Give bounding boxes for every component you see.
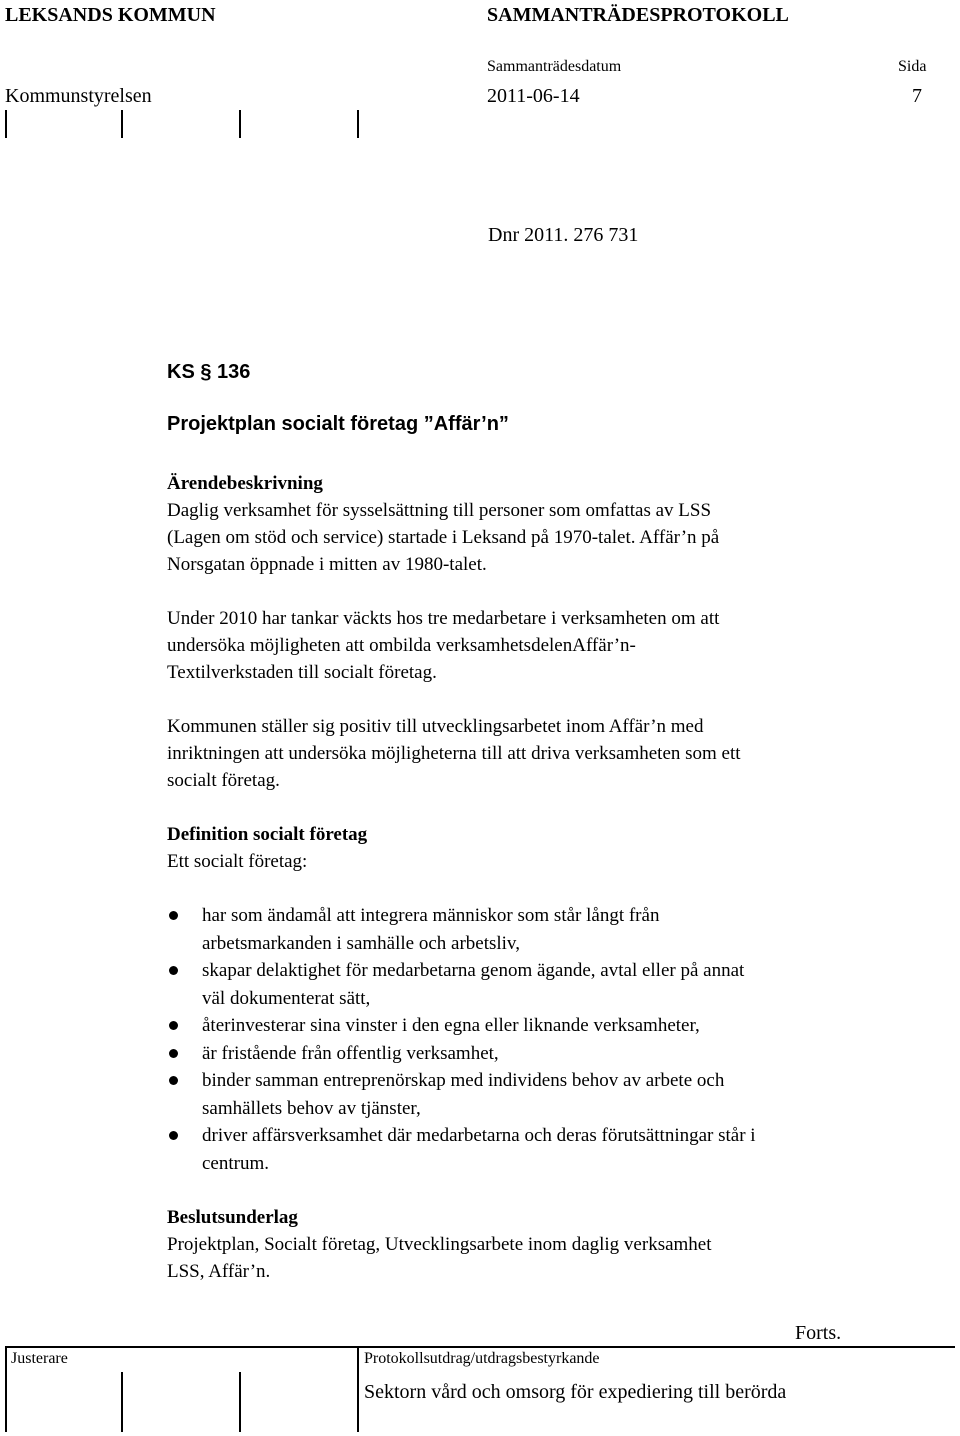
list-item-text: är fristående från offentlig verksamhet, — [202, 1042, 499, 1064]
footer-signature-divider — [357, 1347, 359, 1432]
extract-label: Protokollsutdrag/utdragsbestyrkande — [364, 1350, 600, 1367]
list-item-text: samhällets behov av tjänster, — [202, 1097, 421, 1119]
header-signature-divider — [5, 110, 7, 138]
list-item-text: centrum. — [202, 1152, 270, 1174]
list-item-text: väl dokumenterat sätt, — [202, 987, 371, 1009]
list-item-text: arbetsmarkanden i samhälle och arbetsliv, — [202, 932, 520, 954]
footer-signature-divider — [121, 1372, 123, 1432]
bullet-icon — [169, 966, 178, 975]
continued-label: Forts. — [795, 1322, 842, 1344]
definition-list — [167, 902, 887, 1177]
justerare-label: Justerare — [11, 1350, 68, 1367]
list-item — [167, 1040, 887, 1068]
basis-line: LSS, Affär’n. — [167, 1261, 271, 1282]
footer-divider — [5, 1346, 955, 1348]
municipality-name: LEKSANDS KOMMUN — [5, 4, 216, 26]
list-item — [167, 1067, 887, 1122]
diary-number: Dnr 2011. 276 731 — [488, 224, 639, 246]
definition-heading: Definition socialt företag — [167, 824, 368, 845]
meeting-date-label: Sammanträdesdatum — [487, 58, 622, 75]
list-item-text: skapar delaktighet för medarbetarna genom ägande, avtal eller på annat — [202, 960, 745, 981]
paragraph-line: Textilverkstaden till socialt företag. — [167, 662, 437, 683]
description-heading: Ärendebeskrivning — [167, 473, 323, 494]
basis-heading: Beslutsunderlag — [167, 1207, 298, 1228]
paragraph-line: undersöka möjligheten att ombilda verksamhetsdelenAffär’n- — [167, 635, 636, 656]
extract-text: Sektorn vård och omsorg för expediering till berörda — [364, 1381, 787, 1403]
list-item — [167, 957, 887, 1012]
list-item-text: har som ändamål att integrera människor som står långt från — [202, 905, 660, 926]
bullet-icon — [169, 911, 178, 920]
bullet-icon — [169, 1076, 178, 1085]
list-item-text: driver affärsverksamhet där medarbetarna och deras förutsättningar står i — [202, 1125, 756, 1146]
paragraph-line: Under 2010 har tankar väckts hos tre medarbetare i verksamheten om att — [167, 608, 720, 629]
bullet-icon — [169, 1049, 178, 1058]
paragraph-line: Kommunen ställer sig positiv till utvecklingsarbetet inom Affär’n med — [167, 716, 704, 737]
description-line: (Lagen om stöd och service) startade i Leksand på 1970-talet. Affär’n på — [167, 527, 720, 548]
document-type: SAMMANTRÄDESPROTOKOLL — [487, 4, 789, 26]
case-number: KS § 136 — [167, 361, 251, 383]
list-item — [167, 902, 887, 957]
page-number: 7 — [912, 85, 922, 107]
list-item-text: binder samman entreprenörskap med individens behov av arbete och — [202, 1070, 725, 1091]
paragraph-line: inriktningen att undersöka möjligheterna till att driva verksamheten som ett — [167, 743, 741, 764]
paragraph-line: socialt företag. — [167, 770, 280, 791]
header-signature-divider — [357, 110, 359, 138]
case-title: Projektplan socialt företag ”Affär’n” — [167, 413, 509, 435]
list-item — [167, 1122, 887, 1177]
footer-signature-divider — [239, 1372, 241, 1432]
bullet-icon — [169, 1131, 178, 1140]
header-signature-divider — [121, 110, 123, 138]
board-name: Kommunstyrelsen — [5, 85, 152, 107]
description-line: Daglig verksamhet för sysselsättning till personer som omfattas av LSS — [167, 500, 712, 521]
meeting-date: 2011-06-14 — [487, 85, 580, 107]
description-line: Norsgatan öppnade i mitten av 1980-talet. — [167, 554, 487, 575]
basis-line: Projektplan, Socialt företag, Utvecklingsarbete inom daglig verksamhet — [167, 1234, 712, 1255]
definition-intro: Ett socialt företag: — [167, 851, 308, 872]
list-item-text: återinvesterar sina vinster i den egna eller liknande verksamheter, — [202, 1015, 700, 1036]
page-number-label: Sida — [898, 58, 927, 75]
list-item — [167, 1012, 887, 1040]
header-signature-divider — [239, 110, 241, 138]
bullet-icon — [169, 1021, 178, 1030]
case-body — [167, 470, 887, 1285]
footer-signature-divider — [5, 1347, 7, 1432]
